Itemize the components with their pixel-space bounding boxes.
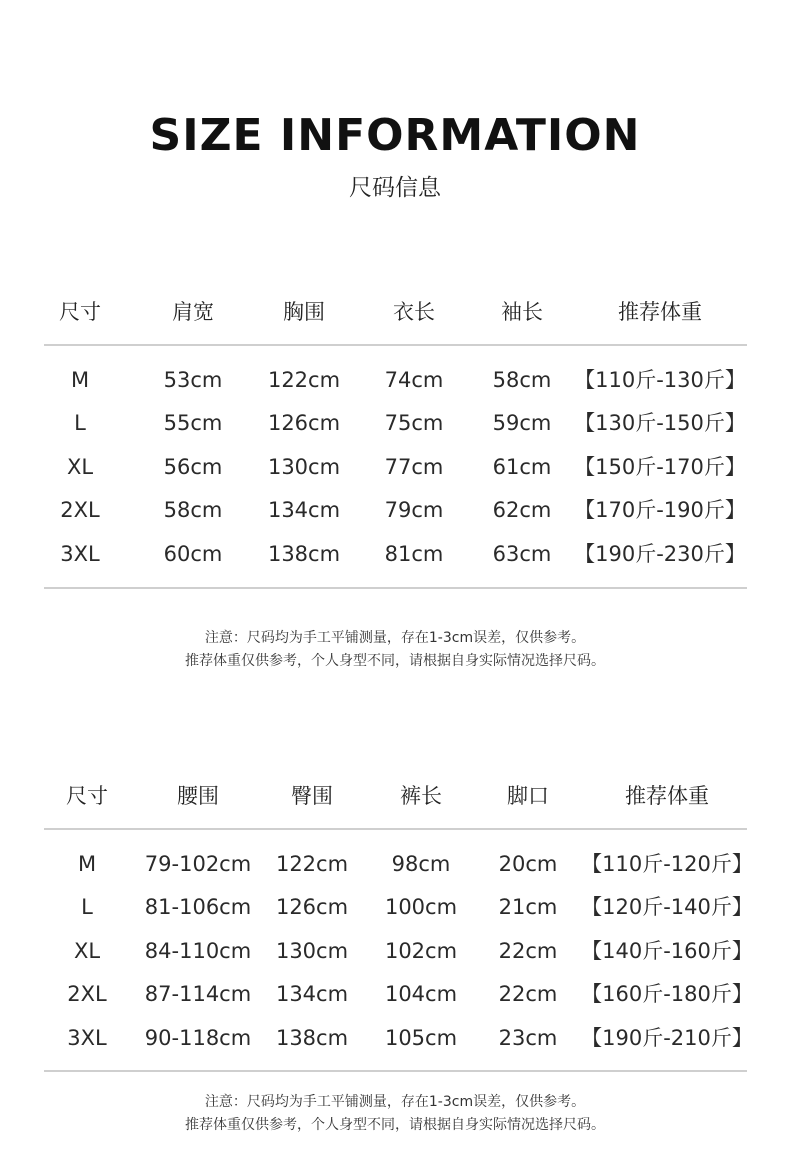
table-cell: 【140斤-160斤】 xyxy=(581,939,753,963)
table-cell: 126cm xyxy=(275,895,349,919)
table-cell: 122cm xyxy=(275,852,349,876)
table-cell: 126cm xyxy=(267,411,341,435)
column-header: 裤长 xyxy=(400,784,442,808)
table-row xyxy=(44,408,747,438)
table-cell: 138cm xyxy=(267,542,341,566)
table-cell: 79cm xyxy=(384,498,444,522)
table-cell: 79-102cm xyxy=(144,852,252,876)
table-cell: 【110斤-120斤】 xyxy=(581,852,753,876)
table-cell: 130cm xyxy=(267,455,341,479)
table-cell: 134cm xyxy=(275,982,349,1006)
table-cell: 22cm xyxy=(498,982,558,1006)
header-divider xyxy=(44,344,747,346)
size-notes-top xyxy=(0,627,790,673)
table-cell: 58cm xyxy=(163,498,223,522)
table-cell: 61cm xyxy=(492,455,552,479)
table-cell: 90-118cm xyxy=(144,1026,252,1050)
table-row xyxy=(44,849,753,879)
table-cell: 77cm xyxy=(384,455,444,479)
column-header: 腰围 xyxy=(177,784,219,808)
table-header xyxy=(44,297,747,337)
table-cell: 20cm xyxy=(498,852,558,876)
table-cell: 130cm xyxy=(275,939,349,963)
table-cell: 75cm xyxy=(384,411,444,435)
table-cell: 122cm xyxy=(267,368,341,392)
size-label: M xyxy=(70,368,90,392)
table-cell: 53cm xyxy=(163,368,223,392)
table-row xyxy=(44,495,747,525)
table-cell: 【110斤-130斤】 xyxy=(574,368,746,392)
column-header: 尺寸 xyxy=(59,300,101,324)
size-label: 2XL xyxy=(60,498,100,522)
table-row xyxy=(44,1023,753,1053)
table-cell: 55cm xyxy=(163,411,223,435)
table-cell: 【190斤-230斤】 xyxy=(574,542,746,566)
table-row xyxy=(44,452,747,482)
table-cell: 62cm xyxy=(492,498,552,522)
table-row xyxy=(44,365,747,395)
table-cell: 21cm xyxy=(498,895,558,919)
table-cell: 58cm xyxy=(492,368,552,392)
table-cell: 【130斤-150斤】 xyxy=(574,411,746,435)
column-header: 推荐体重 xyxy=(625,784,709,808)
size-label: M xyxy=(77,852,97,876)
table-cell: 104cm xyxy=(384,982,458,1006)
column-header: 尺寸 xyxy=(66,784,108,808)
table-cell: 【150斤-170斤】 xyxy=(574,455,746,479)
column-header: 臀围 xyxy=(291,784,333,808)
note-line: 注意：尺码均为手工平铺测量，存在1-3cm误差，仅供参考。 xyxy=(204,1094,586,1110)
column-header: 肩宽 xyxy=(172,300,214,324)
table-cell: 100cm xyxy=(384,895,458,919)
header-divider xyxy=(44,828,747,830)
note-line: 推荐体重仅供参考，个人身型不同，请根据自身实际情况选择尺码。 xyxy=(185,1117,605,1133)
column-header: 脚口 xyxy=(507,784,549,808)
table-cell: 105cm xyxy=(384,1026,458,1050)
column-header: 衣长 xyxy=(393,300,435,324)
size-label: XL xyxy=(73,939,101,963)
table-row xyxy=(44,936,753,966)
table-cell: 60cm xyxy=(163,542,223,566)
size-notes-bottom xyxy=(0,1091,790,1137)
table-cell: 63cm xyxy=(492,542,552,566)
page-subtitle: 尺码信息 xyxy=(349,175,441,201)
page-title: SIZE INFORMATION xyxy=(149,110,641,161)
table-cell: 【160斤-180斤】 xyxy=(581,982,753,1006)
size-table-top xyxy=(44,297,747,592)
table-cell: 59cm xyxy=(492,411,552,435)
table-cell: 84-110cm xyxy=(144,939,252,963)
table-row xyxy=(44,539,747,569)
column-header: 推荐体重 xyxy=(618,300,702,324)
size-label: L xyxy=(74,411,86,435)
table-cell: 【120斤-140斤】 xyxy=(581,895,753,919)
table-cell: 【190斤-210斤】 xyxy=(581,1026,753,1050)
table-cell: 134cm xyxy=(267,498,341,522)
size-label: XL xyxy=(66,455,94,479)
size-label: 3XL xyxy=(67,1026,107,1050)
table-cell: 87-114cm xyxy=(144,982,252,1006)
note-line: 推荐体重仅供参考，个人身型不同，请根据自身实际情况选择尺码。 xyxy=(185,653,605,669)
column-header: 胸围 xyxy=(283,300,325,324)
table-row xyxy=(44,892,753,922)
table-row xyxy=(44,979,753,1009)
table-cell: 81-106cm xyxy=(144,895,252,919)
size-label: 2XL xyxy=(67,982,107,1006)
bottom-divider xyxy=(44,1070,747,1072)
table-cell: 98cm xyxy=(391,852,451,876)
table-cell: 102cm xyxy=(384,939,458,963)
table-cell: 22cm xyxy=(498,939,558,963)
note-line: 注意：尺码均为手工平铺测量，存在1-3cm误差，仅供参考。 xyxy=(204,630,586,646)
size-table-bottom xyxy=(44,781,753,1076)
table-cell: 【170斤-190斤】 xyxy=(574,498,746,522)
size-label: L xyxy=(81,895,93,919)
table-cell: 138cm xyxy=(275,1026,349,1050)
table-cell: 56cm xyxy=(163,455,223,479)
table-header xyxy=(44,781,747,821)
table-cell: 81cm xyxy=(384,542,444,566)
table-cell: 23cm xyxy=(498,1026,558,1050)
table-cell: 74cm xyxy=(384,368,444,392)
size-label: 3XL xyxy=(60,542,100,566)
column-header: 袖长 xyxy=(501,300,543,324)
bottom-divider xyxy=(44,587,747,589)
